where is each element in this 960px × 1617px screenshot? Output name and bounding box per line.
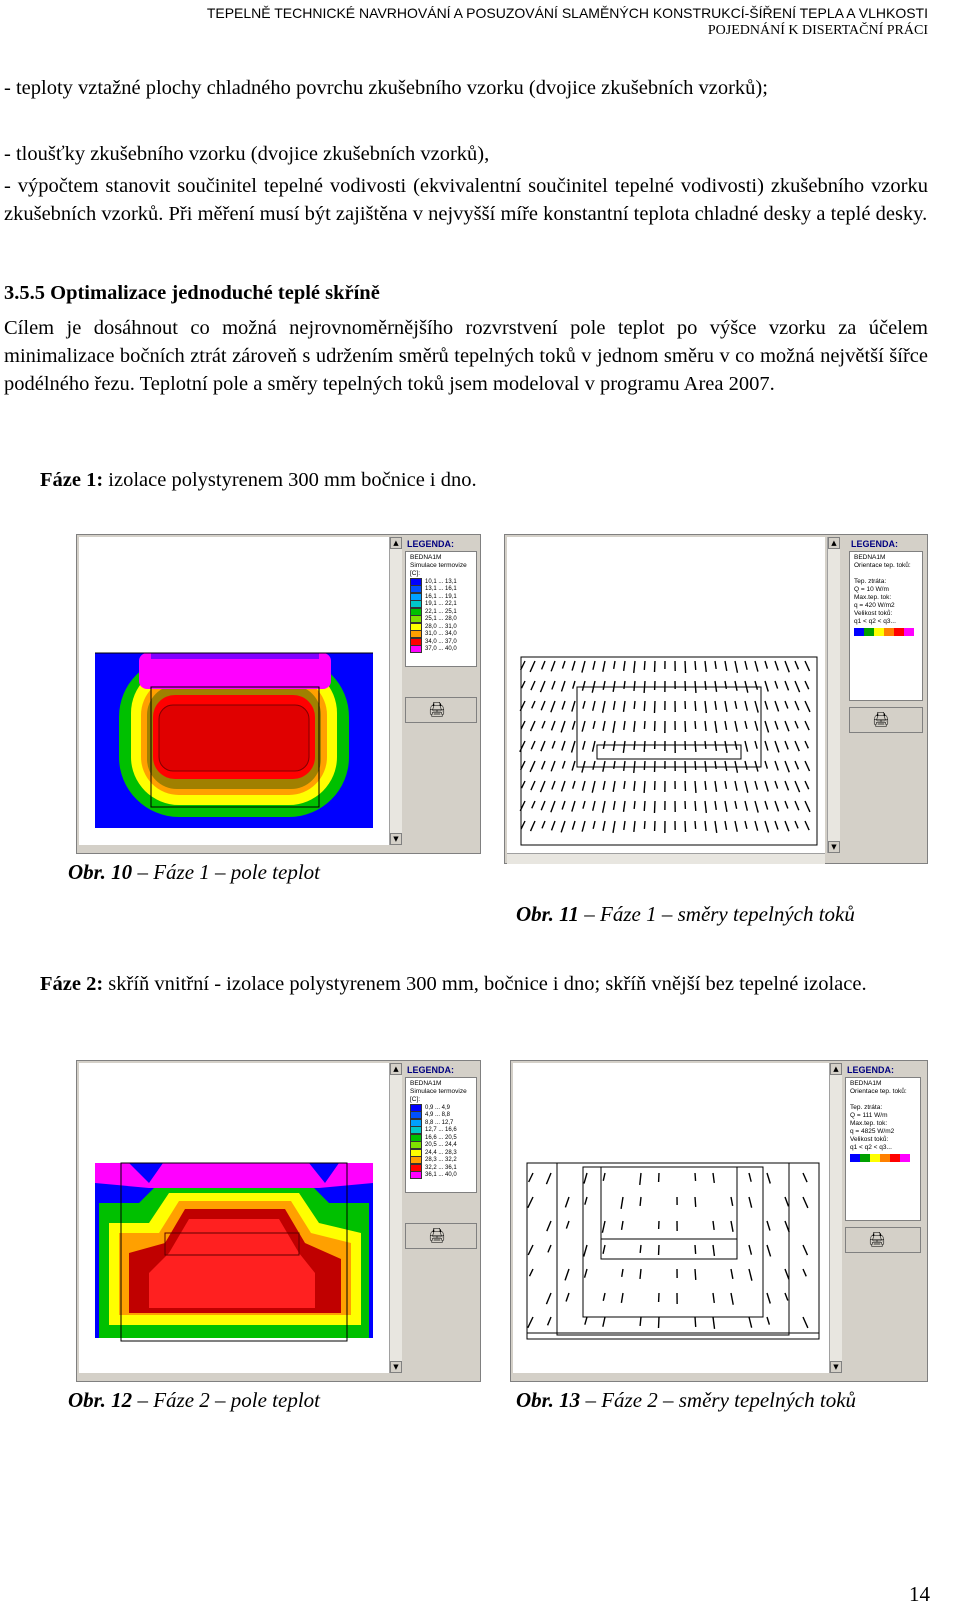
heat-flux-svg — [507, 537, 825, 853]
legend-subtitle: Simulace termovize [C]: — [410, 562, 467, 577]
legend-ranges — [410, 578, 472, 653]
legend-range-label: 12,7 ... 16,6 — [425, 1127, 457, 1134]
legend-title: LEGENDA: — [407, 1065, 454, 1075]
legend-range-label: 16,1 ... 19,1 — [425, 593, 457, 600]
paragraph-1: - teploty vztažné plochy chladného povrchu zkušebního vzorku (dvojice zkušebních vzorků); — [4, 77, 768, 99]
flux-arrow — [705, 741, 706, 749]
temperature-field-svg — [79, 537, 389, 845]
legend-range-label: 31,0 ... 34,0 — [425, 631, 457, 638]
figure-12-number: Obr. 12 — [68, 1388, 133, 1412]
phase1-label: Fáze 1: — [40, 469, 104, 491]
flux-bar — [904, 628, 914, 636]
flux-bar — [860, 1154, 870, 1162]
flux-arrow — [644, 701, 645, 711]
legend-range-label: 8,8 ... 12,7 — [425, 1119, 454, 1126]
phase2-paragraph — [4, 970, 928, 998]
legend-range-label: 28,3 ... 32,2 — [425, 1157, 457, 1164]
legend-ranges — [410, 1104, 472, 1179]
figure-12-window — [76, 1060, 481, 1382]
printer-icon: 🖨 — [428, 1229, 446, 1244]
figure-13-window — [510, 1060, 928, 1382]
flux-arrow — [695, 1317, 696, 1327]
flux-bar — [890, 1154, 900, 1162]
flux-magnitude-bars — [850, 1154, 916, 1162]
legend-range-row — [410, 646, 472, 654]
flux-arrow — [644, 741, 645, 752]
flux-arrow — [695, 661, 696, 670]
print-button[interactable] — [849, 707, 923, 733]
legend-swatch — [410, 1171, 422, 1179]
flux-arrow — [695, 1173, 696, 1181]
flux-bar — [870, 1154, 880, 1162]
figure-10-caption: Obr. 10 – Fáze 1 – pole teplot — [68, 860, 320, 884]
flux-arrow — [695, 801, 696, 811]
heat-flux-plot — [513, 1063, 829, 1373]
printer-icon: 🖨 — [868, 1233, 886, 1248]
flux-arrow — [644, 661, 645, 670]
phase1-line — [40, 466, 920, 494]
figure-11-window — [504, 534, 928, 864]
legend-range-label: 25,1 ... 28,0 — [425, 616, 457, 623]
printer-icon: 🖨 — [428, 703, 446, 718]
legend-range-row — [410, 1172, 472, 1180]
legend-panel — [405, 1077, 477, 1193]
flux-arrow — [685, 721, 686, 732]
figure-11-caption: Obr. 11 – Fáze 1 – směry tepelných toků — [516, 902, 855, 926]
legend-flux-line: Velikost toků: — [854, 610, 893, 617]
flux-arrow — [695, 781, 696, 793]
legend-flux-info — [854, 578, 918, 626]
flux-bar — [884, 628, 894, 636]
heat-flux-svg — [513, 1063, 829, 1373]
running-header — [207, 4, 928, 40]
flux-arrow — [695, 1269, 696, 1280]
legend-flux-line: q = 4825 W/m2 — [850, 1128, 895, 1135]
flux-arrow — [695, 701, 696, 711]
legend-panel — [849, 551, 923, 701]
legend-subtitle: Orientace tep. toků: — [854, 562, 911, 569]
flux-arrow — [695, 821, 696, 829]
plot-vertical-scrollbar[interactable] — [389, 1063, 402, 1373]
legend-panel — [845, 1077, 921, 1221]
flux-arrow — [640, 1245, 641, 1253]
printer-icon: 🖨 — [872, 713, 890, 728]
phase1-text: izolace polystyrenem 300 mm bočnice i dno. — [103, 469, 477, 491]
legend-range-label: 19,1 ... 22,1 — [425, 601, 457, 608]
flux-arrow — [640, 1317, 641, 1326]
plot-horizontal-scrollbar[interactable] — [507, 853, 825, 864]
flux-arrow — [685, 661, 686, 673]
figure-10-number: Obr. 10 — [68, 860, 133, 884]
paragraph-4: Cílem je dosáhnout co možná nejrovnoměrnějšího rozvrstvení pole teplot po výšce vzorku za účelem minimalizace bočních ztrát zároveň s udržením směrů tepelných toků v jednom směru v co možná největší šířce podélného řezu. Teplotní pole a směry tepelných toků jsem modeloval v programu Area 2007. — [4, 317, 928, 395]
legend-flux-line: Max.tep. tok: — [850, 1120, 888, 1127]
page-number: 14 — [909, 1582, 930, 1606]
legend-title: LEGENDA: — [407, 539, 454, 549]
header-subtitle: POJEDNÁNÍ K DISERTAČNÍ PRÁCI — [707, 23, 928, 38]
legend-flux-line: Velikost toků: — [850, 1136, 889, 1143]
legend-range-label: 34,0 ... 37,0 — [425, 638, 457, 645]
flux-arrow — [640, 1197, 641, 1206]
section-heading: 3.5.5 Optimalizace jednoduché teplé skříně — [4, 282, 380, 304]
figure-11-text: Fáze 1 – směry tepelných toků — [600, 902, 855, 926]
flux-arrow — [644, 821, 645, 829]
scroll-up-icon[interactable]: ▲ — [390, 1063, 402, 1075]
legend-flux-line: Q = 10 W/m — [854, 586, 889, 593]
print-button[interactable] — [405, 697, 477, 723]
flux-bar — [854, 628, 864, 636]
flux-arrow — [634, 801, 635, 809]
temperature-field-plot — [79, 537, 389, 845]
flux-magnitude-bars — [854, 628, 918, 636]
legend-flux-line: q = 420 W/m2 — [854, 602, 895, 609]
flux-arrow — [644, 801, 645, 811]
paragraph-2: - tloušťky zkušebního vzorku (dvojice zkušebních vzorků), — [4, 143, 490, 165]
flux-arrow — [695, 1197, 696, 1207]
legend-range-label: 0,9 ... 4,9 — [425, 1104, 451, 1111]
flux-arrow — [695, 741, 696, 752]
plot-vertical-scrollbar[interactable] — [829, 1063, 842, 1373]
flux-arrow — [644, 781, 645, 793]
flux-arrow — [644, 681, 645, 693]
legend-project: BEDNA1M — [854, 554, 886, 561]
flux-arrow — [685, 821, 686, 832]
legend-title: LEGENDA: — [851, 539, 898, 549]
flux-bar — [850, 1154, 860, 1162]
scroll-down-icon[interactable]: ▼ — [390, 833, 402, 845]
flux-arrow — [644, 721, 645, 729]
scroll-down-icon[interactable]: ▼ — [390, 1361, 402, 1373]
flux-arrow — [685, 761, 686, 773]
flux-arrow — [654, 701, 655, 713]
paragraph-3: - výpočtem stanovit součinitel tepelné vodivosti (ekvivalentní součinitel tepelné vodivosti) zkušebního vzorku zkušebních vzorků. Při měření musí být zajištěna v nejvyšší míře konstantní teplota chladné desky a teplé desky. — [4, 175, 928, 225]
flux-bar — [874, 628, 884, 636]
legend-range-label: 22,1 ... 25,1 — [425, 608, 457, 615]
figure-10-window — [76, 534, 481, 854]
figure-12-text: Fáze 2 – pole teplot — [153, 1388, 320, 1412]
legend-flux-line: Max.tep. tok: — [854, 594, 892, 601]
legend-range-label: 20,5 ... 24,4 — [425, 1142, 457, 1149]
scroll-up-icon[interactable]: ▲ — [830, 1063, 842, 1075]
scroll-down-icon[interactable]: ▼ — [828, 841, 840, 853]
flux-arrow — [634, 701, 635, 709]
flux-bar — [864, 628, 874, 636]
legend-swatch — [410, 645, 422, 653]
header-title: TEPELNĚ TECHNICKÉ NAVRHOVÁNÍ A POSUZOVÁNÍ SLAMĚNÝCH KONSTRUKCÍ-ŠÍŘENÍ TEPLA A VLHKOSTI — [206, 5, 928, 21]
figure-13-text: Fáze 2 – směry tepelných toků — [601, 1388, 857, 1412]
plot-vertical-scrollbar[interactable] — [389, 537, 402, 845]
flux-arrow — [654, 801, 655, 813]
temperature-field-plot — [79, 1063, 389, 1373]
legend-range-label: 13,1 ... 16,1 — [425, 586, 457, 593]
flux-arrow — [634, 741, 635, 750]
legend-range-label: 37,0 ... 40,0 — [425, 646, 457, 653]
flux-bar — [894, 628, 904, 636]
legend-project: BEDNA1M — [410, 1080, 442, 1087]
phase2-text: skříň vnitřní - izolace polystyrenem 300 mm, bočnice i dno; skříň vnější bez tepelné izolace. — [103, 973, 867, 995]
flux-arrow — [695, 681, 696, 693]
flux-arrow — [695, 721, 696, 729]
legend-range-label: 36,1 ... 40,0 — [425, 1172, 457, 1179]
legend-range-label: 24,4 ... 28,3 — [425, 1149, 457, 1156]
legend-flux-info — [850, 1104, 916, 1152]
scroll-down-icon[interactable]: ▼ — [830, 1361, 842, 1373]
figure-12-caption: Obr. 12 – Fáze 2 – pole teplot — [68, 1388, 320, 1412]
legend-range-label: 10,1 ... 13,1 — [425, 578, 457, 585]
temperature-field-svg — [79, 1063, 389, 1373]
flux-bar — [900, 1154, 910, 1162]
scroll-up-icon[interactable]: ▲ — [390, 537, 402, 549]
flux-arrow — [695, 761, 696, 770]
flux-arrow — [695, 1245, 696, 1254]
figure-10-text: Fáze 1 – pole teplot — [153, 860, 320, 884]
flux-bar — [880, 1154, 890, 1162]
legend-project: BEDNA1M — [850, 1080, 882, 1087]
figure-11-number: Obr. 11 — [516, 902, 580, 926]
legend-flux-line: Tep. ztráta: — [850, 1104, 883, 1111]
print-button[interactable] — [845, 1227, 921, 1253]
legend-flux-line: Q = 111 W/m — [850, 1112, 888, 1119]
legend-project: BEDNA1M — [410, 554, 442, 561]
legend-flux-line: q1 < q2 < q3... — [854, 618, 896, 625]
legend-subtitle: Simulace termovize [C]: — [410, 1088, 467, 1103]
legend-range-label: 4,9 ... 8,8 — [425, 1112, 451, 1119]
legend-range-label: 28,0 ... 31,0 — [425, 623, 457, 630]
legend-panel — [405, 551, 477, 667]
legend-flux-line: Tep. ztráta: — [854, 578, 887, 585]
legend-title: LEGENDA: — [847, 1065, 894, 1075]
legend-flux-line: q1 < q2 < q3... — [850, 1144, 892, 1151]
heat-flux-plot — [507, 537, 825, 853]
figure-13-caption: Obr. 13 – Fáze 2 – směry tepelných toků — [516, 1388, 857, 1412]
print-button[interactable] — [405, 1223, 477, 1249]
legend-range-label: 16,6 ... 20,5 — [425, 1134, 457, 1141]
legend-range-label: 32,2 ... 36,1 — [425, 1164, 457, 1171]
figure-13-number: Obr. 13 — [516, 1388, 581, 1412]
plot-vertical-scrollbar[interactable] — [827, 537, 840, 853]
scroll-up-icon[interactable]: ▲ — [828, 537, 840, 549]
phase2-label: Fáze 2: — [40, 973, 104, 995]
flux-arrow — [644, 761, 645, 770]
legend-subtitle: Orientace tep. toků: — [850, 1088, 907, 1095]
